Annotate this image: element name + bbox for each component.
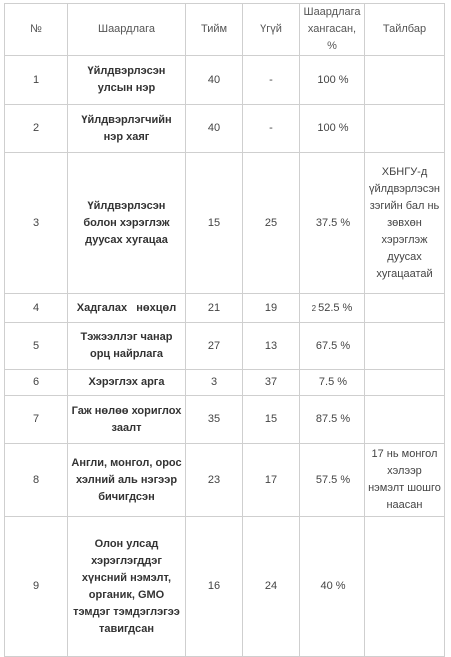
table-row (5, 294, 445, 323)
row-number: 5 (5, 323, 68, 370)
no-count-cell: 13 (243, 323, 300, 370)
no-count-cell: 15 (243, 396, 300, 444)
table-row (5, 517, 445, 657)
percent-value: 87.5 % (315, 413, 351, 425)
no-count-cell: 25 (243, 153, 300, 294)
row-number: 9 (5, 517, 68, 657)
note-cell (365, 105, 445, 153)
yes-count-cell: 21 (186, 294, 243, 323)
percent-value: 7.5 % (318, 376, 348, 388)
row-number: 6 (5, 370, 68, 396)
note-cell (365, 56, 445, 105)
row-number: 4 (5, 294, 68, 323)
no-count-cell: - (243, 105, 300, 153)
no-count-cell: - (243, 56, 300, 105)
percent-cell (300, 153, 365, 294)
percent-cell (300, 370, 365, 396)
header-yes: Тийм (186, 4, 243, 56)
requirement-cell: Үйлдвэрлэгчийн нэр хаяг (68, 105, 186, 153)
note-cell (365, 323, 445, 370)
yes-count-cell: 3 (186, 370, 243, 396)
percent-cell (300, 105, 365, 153)
no-count-cell: 24 (243, 517, 300, 657)
yes-count-cell: 27 (186, 323, 243, 370)
requirements-table-container (4, 3, 445, 657)
table-row (5, 444, 445, 517)
header-no: Үгүй (243, 4, 300, 56)
percent-cell (300, 323, 365, 370)
requirement-cell: Хадгалах нөхцөл (68, 294, 186, 323)
requirements-table (4, 3, 445, 657)
note-cell (365, 517, 445, 657)
row-number: 1 (5, 56, 68, 105)
no-count-cell: 19 (243, 294, 300, 323)
percent-value: 37.5 % (315, 216, 351, 229)
header-note: Тайлбар (365, 4, 445, 56)
yes-count-cell: 15 (186, 153, 243, 294)
percent-value: 52.5 % (318, 301, 353, 314)
percent-cell (300, 294, 365, 323)
note-cell (365, 396, 445, 444)
header-requirement: Шаардлага (68, 4, 186, 56)
requirement-cell: Олон улсад хэрэглэгддэг хүнсний нэмэлт, органик, GMO тэмдэг тэмдэглэгээ тавигдсан (68, 517, 186, 657)
percent-cell (300, 396, 365, 444)
note-cell (365, 294, 445, 323)
percent-cell (300, 56, 365, 105)
requirement-cell: Тэжээллэг чанар орц найрлага (68, 323, 186, 370)
no-count-cell: 37 (243, 370, 300, 396)
no-count-cell: 17 (243, 444, 300, 517)
row-number: 3 (5, 153, 68, 294)
row-number: 2 (5, 105, 68, 153)
note-cell (365, 370, 445, 396)
table-row (5, 56, 445, 105)
table-row (5, 153, 445, 294)
percent-value: 100 % (317, 122, 349, 134)
yes-count-cell: 40 (186, 56, 243, 105)
row-number: 7 (5, 396, 68, 444)
table-row (5, 323, 445, 370)
note-cell: 17 нь монгол хэлээр нэмэлт шошго наасан (365, 444, 445, 517)
percent-value: 67.5 % (315, 339, 351, 352)
percent-cell (300, 517, 365, 657)
row-number: 8 (5, 444, 68, 517)
yes-count-cell: 35 (186, 396, 243, 444)
requirement-cell: Үйлдвэрлэсэн улсын нэр (68, 56, 186, 105)
percent-marker: 2 (311, 303, 317, 313)
yes-count-cell: 23 (186, 444, 243, 517)
requirement-cell: Хэрэглэх арга (68, 370, 186, 396)
note-cell: ХБНГУ-д үйлдвэрлэсэн зэгийн бал нь зөвхөн хэрэглэж дуусах хугацаатай (365, 153, 445, 294)
percent-cell (300, 444, 365, 517)
table-row (5, 396, 445, 444)
percent-value: 40 % (320, 580, 346, 592)
yes-count-cell: 40 (186, 105, 243, 153)
yes-count-cell: 16 (186, 517, 243, 657)
table-row (5, 105, 445, 153)
percent-value: 57.5 % (315, 473, 351, 486)
percent-value: 100 % (317, 73, 349, 86)
requirement-cell: Үйлдвэрлэсэн болон хэрэглэж дуусах хугацаа (68, 153, 186, 294)
header-number: № (5, 4, 68, 56)
requirement-cell: Гаж нөлөө хориглох заалт (68, 396, 186, 444)
requirement-cell: Англи, монгол, орос хэлний аль нэгээр бичигдсэн (68, 444, 186, 517)
table-row (5, 370, 445, 396)
table-header-row (5, 4, 445, 56)
header-met-percent: Шаардлага хангасан, % (300, 4, 365, 56)
